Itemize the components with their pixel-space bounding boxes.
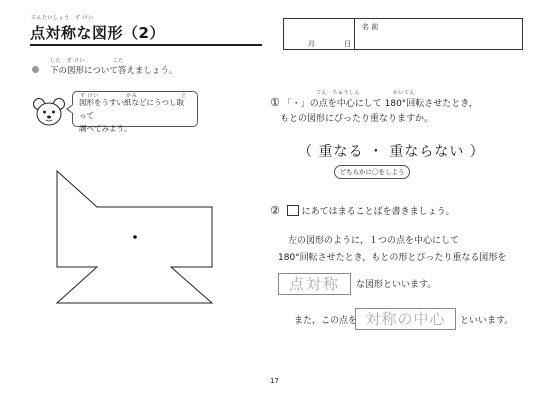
instruction-ruby: した ず けい こた: [50, 58, 124, 64]
question2-line1: ② にあてはまることばを書きましょう。: [270, 204, 455, 217]
name-label: 名 前: [362, 23, 379, 31]
page-title: 点対称な図形（2）: [30, 24, 165, 42]
question2-paragraph4-tail: といいます。: [460, 316, 514, 326]
name-box: [283, 18, 523, 50]
month-label: 月: [308, 40, 315, 48]
page-number: 17: [270, 377, 279, 385]
question1-number: ①: [270, 96, 280, 109]
title-underline: [30, 44, 262, 46]
bullet-icon: [32, 66, 39, 73]
blank-box-icon: [287, 205, 299, 216]
question2-paragraph2: 180°回転させたとき，もとの形とぴったり重なる図形を: [278, 253, 507, 263]
hint-bubble: どちらかに〇をしよう: [334, 165, 410, 179]
instruction-text: 下の図形について答えましょう。: [50, 66, 178, 76]
choice-options[interactable]: （ 重なる ・ 重ならない ）: [298, 144, 485, 160]
bubble-line2: 調べてみよう。: [79, 124, 132, 133]
bubble-line1: 図形をうすい紙などにうつし取って: [79, 98, 184, 120]
answer2-field[interactable]: 対称の中心: [355, 308, 456, 330]
question2-paragraph1: 左の図形のように，１つの点を中心にして: [288, 236, 460, 246]
question2-number: ②: [270, 204, 280, 217]
day-label: 日: [344, 40, 351, 48]
point-symmetric-shape: [40, 160, 240, 320]
q1-ruby: てん ちゅうしん かいてん: [316, 90, 416, 96]
mascot-mouse-icon: [32, 97, 66, 127]
question2-paragraph4: また，この点を: [294, 316, 358, 326]
center-point: [133, 235, 137, 239]
answer1-field[interactable]: 点対称: [278, 273, 351, 295]
question1-line2: もとの図形にぴったり重なりますか。: [280, 114, 434, 124]
question2-paragraph3: な図形といいます。: [356, 280, 437, 290]
bubble-ruby: ず けい かみ と: [80, 93, 187, 99]
question1-line1: ① 「・」の点を中心にして 180°回転させたとき，: [270, 96, 478, 109]
title-ruby: てんたいしょう ず けい: [31, 15, 94, 21]
